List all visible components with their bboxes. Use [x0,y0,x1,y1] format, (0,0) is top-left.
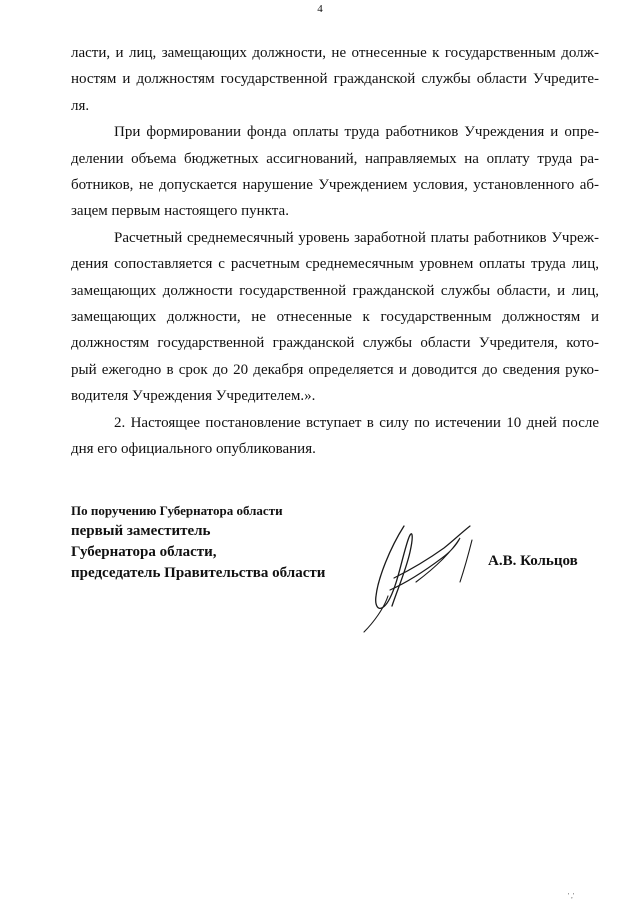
signatory-position: Губернатора области, [71,544,217,560]
page-number: 4 [317,3,323,15]
text-line: должностям государственной гражданской службы области Учредителя, кото- [71,335,599,352]
text-line: Расчетный среднемесячный уровень заработной платы работников Учреж- [114,229,599,246]
document-body [71,40,599,463]
text-line: водителя Учреждения Учредителем.». [71,388,316,405]
text-line: рый ежегодно в срок до 20 декабря определяется и доводится до сведения руко- [71,361,599,378]
text-line: ласти, и лиц, замещающих должности, не отнесенные к государственным долж- [71,45,599,61]
signatory-position: первый заместитель [71,523,211,539]
text-line: ностям и должностям государственной гражданской службы области Учредите- [71,71,599,88]
text-line: дения сопоставляется с расчетным среднемесячным уровнем оплаты труда лиц, [71,256,599,273]
text-line: зацем первым настоящего пункта. [71,203,289,220]
text-line: делении объема бюджетных ассигнований, направляемых на оплату труда ра- [71,150,599,167]
scan-artifact: ' ,' [568,892,575,900]
signatory-name: А.В. Кольцов [488,553,578,569]
signatory-position: председатель Правительства области [71,565,326,581]
text-line: При формировании фонда оплаты труда работников Учреждения и опре- [114,124,599,141]
text-line: дня его официального опубликования. [71,441,316,458]
text-line: замещающих должности, не отнесенные к государственным должностям и [71,309,599,326]
text-line: ботников, не допускается нарушение Учреждением условия, установленного аб- [71,177,599,194]
text-line: 2. Настоящее постановление вступает в силу по истечении 10 дней после [114,414,599,431]
handwritten-signature [360,518,480,636]
text-line: ля. [71,97,90,114]
signatory-title-block [71,500,325,584]
signatory-instruction: По поручению Губернатора области [71,503,283,518]
text-line: замещающих должности государственной гражданской службы области, и лиц, [71,282,599,299]
